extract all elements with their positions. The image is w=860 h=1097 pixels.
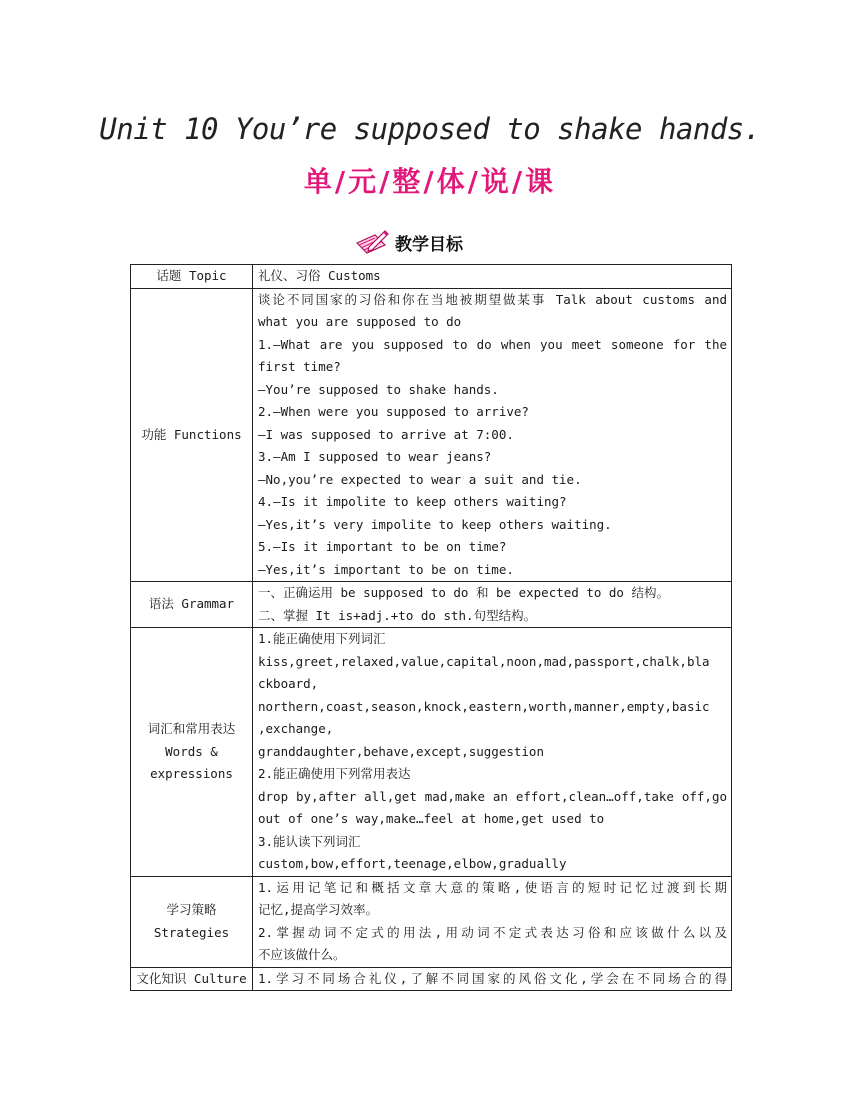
value-line: custom,bow,effort,teenage,elbow,gradually	[258, 856, 567, 871]
value-line: drop by,after all,get mad,make an effort,clean…off,take off,go	[258, 788, 727, 804]
value-line: 1.运用记笔记和概括文章大意的策略,使语言的短时记忆过渡到长期	[258, 879, 727, 895]
value-line: 谈论不同国家的习俗和你在当地被期望做某事 Talk about customs and	[258, 291, 727, 307]
key-line: expressions	[150, 766, 233, 781]
value-line: kiss,greet,relaxed,value,capital,noon,mad,passport,chalk,bla	[258, 653, 710, 669]
value-line: 二、掌握 It is+adj.+to do sth.句型结构。	[258, 607, 537, 623]
value-line: 记忆,提高学习效率。	[258, 902, 379, 917]
row-value	[253, 288, 732, 582]
row-key	[131, 628, 253, 877]
key-line: 话题 Topic	[156, 268, 227, 283]
value-line: 3.能认读下列词汇	[258, 833, 361, 849]
value-line: 4.—Is it impolite to keep others waiting?	[258, 494, 567, 509]
value-line: 1.能正确使用下列词汇	[258, 631, 386, 646]
value-line: 不应该做什么。	[258, 947, 346, 962]
row-value	[253, 265, 732, 289]
key-line: Words &	[165, 743, 218, 759]
key-line: 文化知识 Culture	[136, 970, 247, 986]
section-label: 教学目标	[395, 234, 463, 255]
value-line: out of one’s way,make…feel at home,get used to	[258, 811, 605, 826]
section-heading	[355, 228, 463, 256]
key-line: Strategies	[153, 924, 230, 940]
row-key	[131, 876, 253, 967]
pencil-notepad-icon	[355, 229, 389, 255]
row-key	[131, 967, 253, 991]
table-row-vocabulary	[131, 628, 732, 877]
value-line: —You’re supposed to shake hands.	[258, 381, 499, 397]
table-row-topic	[131, 265, 732, 289]
table-row-culture	[131, 967, 732, 991]
key-line: 语法 Grammar	[148, 596, 235, 612]
key-line: 功能 Functions	[141, 426, 242, 442]
value-line: first time?	[258, 359, 341, 374]
value-line: —No,you’re expected to wear a suit and tie.	[258, 471, 582, 487]
value-line: —Yes,it’s important to be on time.	[258, 561, 514, 577]
objectives-table	[130, 264, 732, 991]
row-key	[131, 582, 253, 628]
value-line: —I was supposed to arrive at 7:00.	[258, 426, 514, 442]
value-line: northern,coast,season,knock,eastern,worth,manner,empty,basic	[258, 698, 710, 714]
value-line: 1.学习不同场合礼仪,了解不同国家的风俗文化,学会在不同场合的得	[258, 970, 727, 986]
table-row-strategies	[131, 876, 732, 967]
value-line: what you are supposed to do	[258, 314, 462, 329]
value-line: granddaughter,behave,except,suggestion	[258, 743, 544, 759]
key-line: 学习策略	[166, 902, 217, 917]
value-line: 2.—When were you supposed to arrive?	[258, 404, 529, 419]
value-line: ,exchange,	[258, 721, 334, 736]
value-line: 3.—Am I supposed to wear jeans?	[258, 449, 492, 464]
value-line: 1.—What are you supposed to do when you meet someone for the	[258, 336, 727, 352]
value-line: 一、正确运用 be supposed to do 和 be expected to do 结构。	[258, 585, 669, 600]
table-row-functions	[131, 288, 732, 582]
row-value	[253, 876, 732, 967]
value-line: ckboard,	[258, 676, 319, 691]
table-row-grammar	[131, 582, 732, 628]
row-value	[253, 967, 732, 991]
value-line: 2.能正确使用下列常用表达	[258, 766, 411, 781]
row-value	[253, 582, 732, 628]
value-line: —Yes,it’s very impolite to keep others waiting.	[258, 516, 612, 532]
row-key	[131, 265, 253, 289]
value-line: 礼仪、习俗 Customs	[258, 268, 381, 283]
row-value	[253, 628, 732, 877]
value-line: 2.掌握动词不定式的用法,用动词不定式表达习俗和应该做什么以及	[258, 924, 727, 940]
row-key	[131, 288, 253, 582]
value-line: 5.—Is it important to be on time?	[258, 539, 507, 554]
key-line: 词汇和常用表达	[147, 721, 236, 736]
document-subtitle: 单/元/整/体/说/课	[303, 165, 557, 198]
document-title: Unit 10 You’re supposed to shake hands.	[99, 112, 761, 146]
